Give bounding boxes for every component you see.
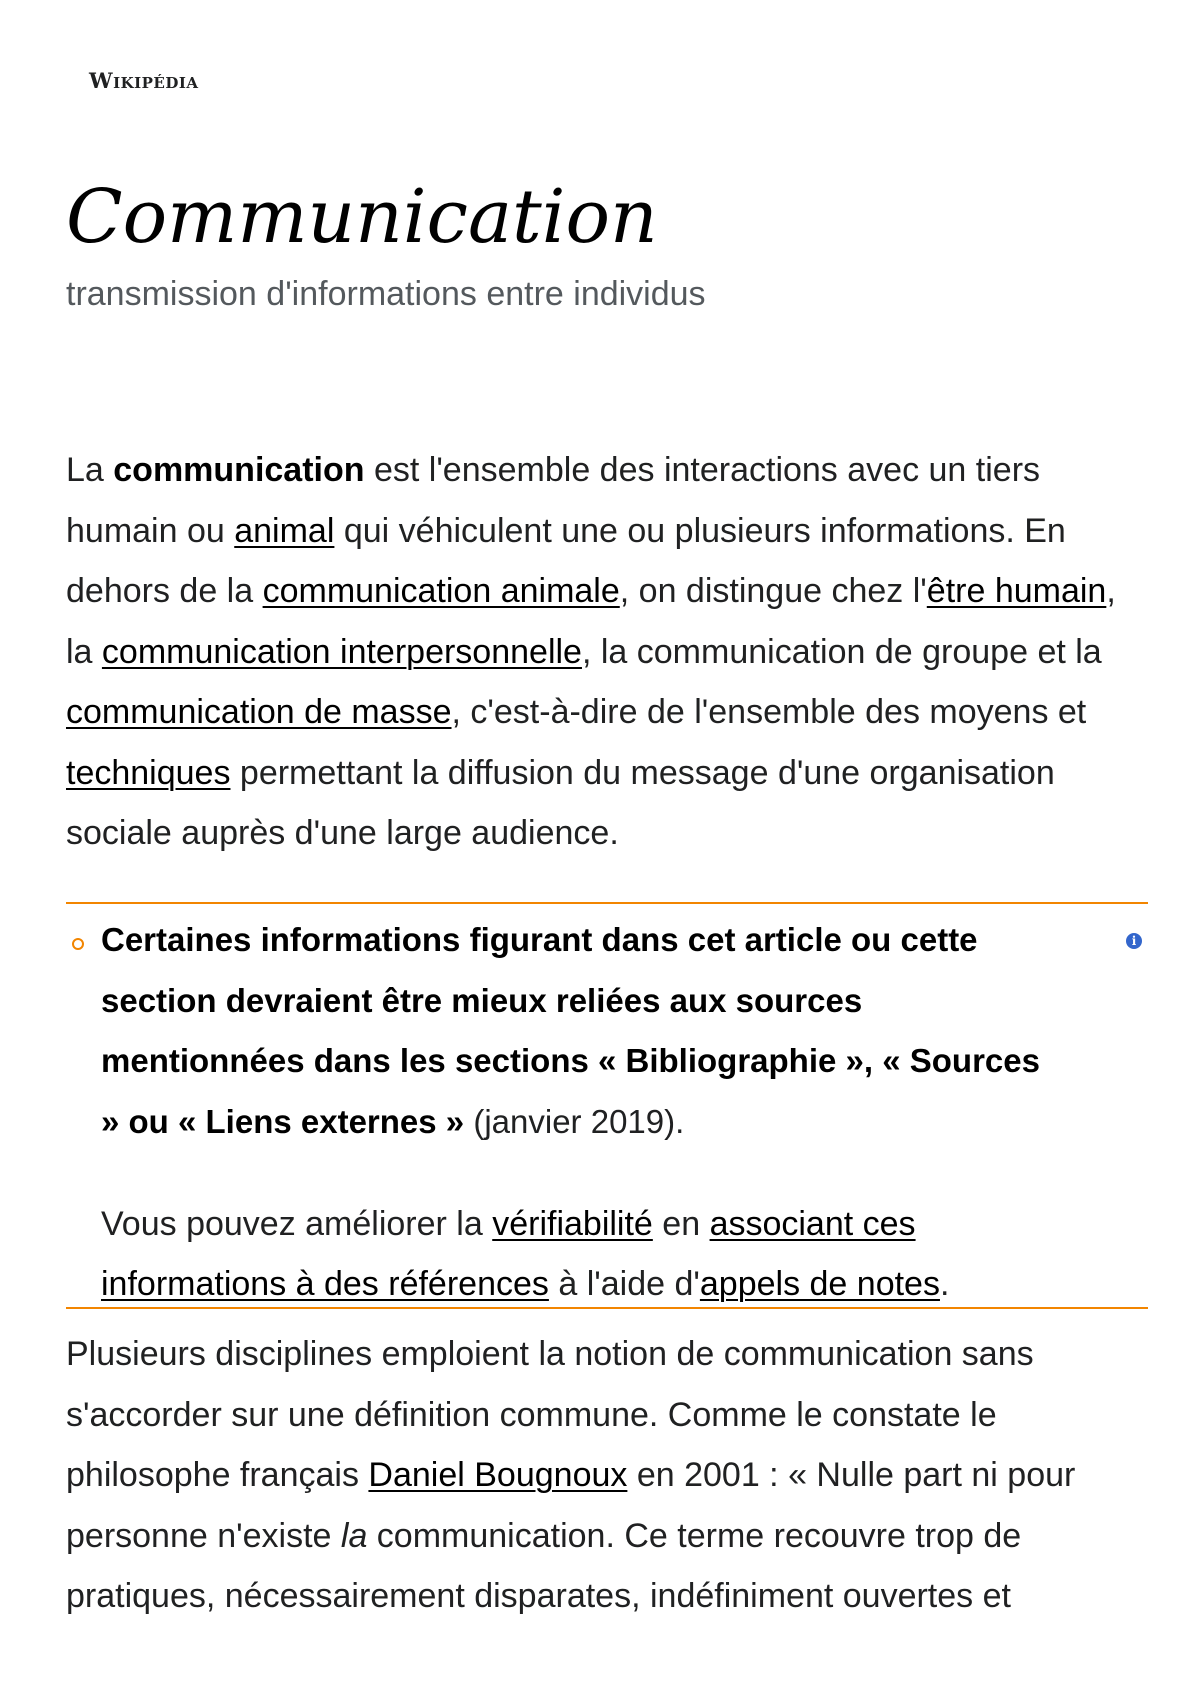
notice-help-text xyxy=(101,1194,1061,1314)
text: communication. Ce terme recouvre trop de pratiques, nécessairement disparates, indéfiniment ouvertes et xyxy=(66,1516,1022,1615)
text: , on distingue chez l' xyxy=(619,572,927,610)
link-appels-de-notes[interactable]: appels de notes xyxy=(699,1265,940,1303)
page-title: Communication xyxy=(66,174,658,260)
text: permettant la diffusion du message d'une organisation sociale auprès d'une large audience. xyxy=(66,753,1055,852)
bold-term: communication xyxy=(113,451,365,489)
page-subtitle: transmission d'informations entre individus xyxy=(66,275,706,313)
link-verifiabilite[interactable]: vérifiabilité xyxy=(492,1205,653,1243)
text: . xyxy=(939,1265,950,1303)
sources-notice-box xyxy=(66,902,1148,1309)
link-communication-animale[interactable]: communication animale xyxy=(262,572,620,610)
wikipedia-logo[interactable]: Wikipédia xyxy=(89,68,199,93)
intro-paragraph xyxy=(66,440,1146,864)
link-communication-interpersonnelle[interactable]: communication interpersonnelle xyxy=(101,632,582,671)
notice-bold-text: Certaines informations figurant dans cet article ou cette section devraient être mieux reliées aux sources mentionnées dans les sections « Bibliographie », « Sources » ou « Liens externes » xyxy=(101,921,1040,1140)
text: en 2001 : « Nulle part ni pour personne n'existe xyxy=(66,1456,1076,1555)
text: est l'ensemble des interactions avec un tiers humain ou xyxy=(66,451,1041,550)
notice-message xyxy=(101,910,1051,1152)
link-etre-humain[interactable]: être humain xyxy=(926,572,1107,610)
warning-icon xyxy=(72,938,84,950)
link-associant-references[interactable]: associant ces informations à des références xyxy=(101,1205,916,1303)
link-communication-de-masse[interactable]: communication de masse xyxy=(66,693,452,731)
text: à l'aide d' xyxy=(548,1265,700,1303)
link-techniques[interactable]: techniques xyxy=(66,753,231,792)
notice-date: (janvier 2019). xyxy=(464,1102,685,1140)
link-daniel-bougnoux[interactable]: Daniel Bougnoux xyxy=(368,1456,628,1494)
text: La xyxy=(66,451,114,489)
text: Plusieurs disciplines emploient la notion de communication sans s'accorder sur une définition commune. Comme le constate le philosophe français xyxy=(66,1335,1034,1494)
link-animal[interactable]: animal xyxy=(234,511,335,550)
text: , la communication de groupe et la xyxy=(581,632,1102,671)
info-icon[interactable]: i xyxy=(1126,933,1142,949)
text: en xyxy=(652,1205,710,1243)
body-paragraph xyxy=(66,1324,1146,1627)
text: qui véhiculent une ou plusieurs informations. En dehors de la xyxy=(66,511,1066,610)
text: Vous pouvez améliorer la xyxy=(101,1205,493,1243)
text: , c'est-à-dire de l'ensemble des moyens et xyxy=(451,693,1087,731)
italic-text: la xyxy=(340,1516,368,1555)
text: , la xyxy=(66,572,1116,671)
